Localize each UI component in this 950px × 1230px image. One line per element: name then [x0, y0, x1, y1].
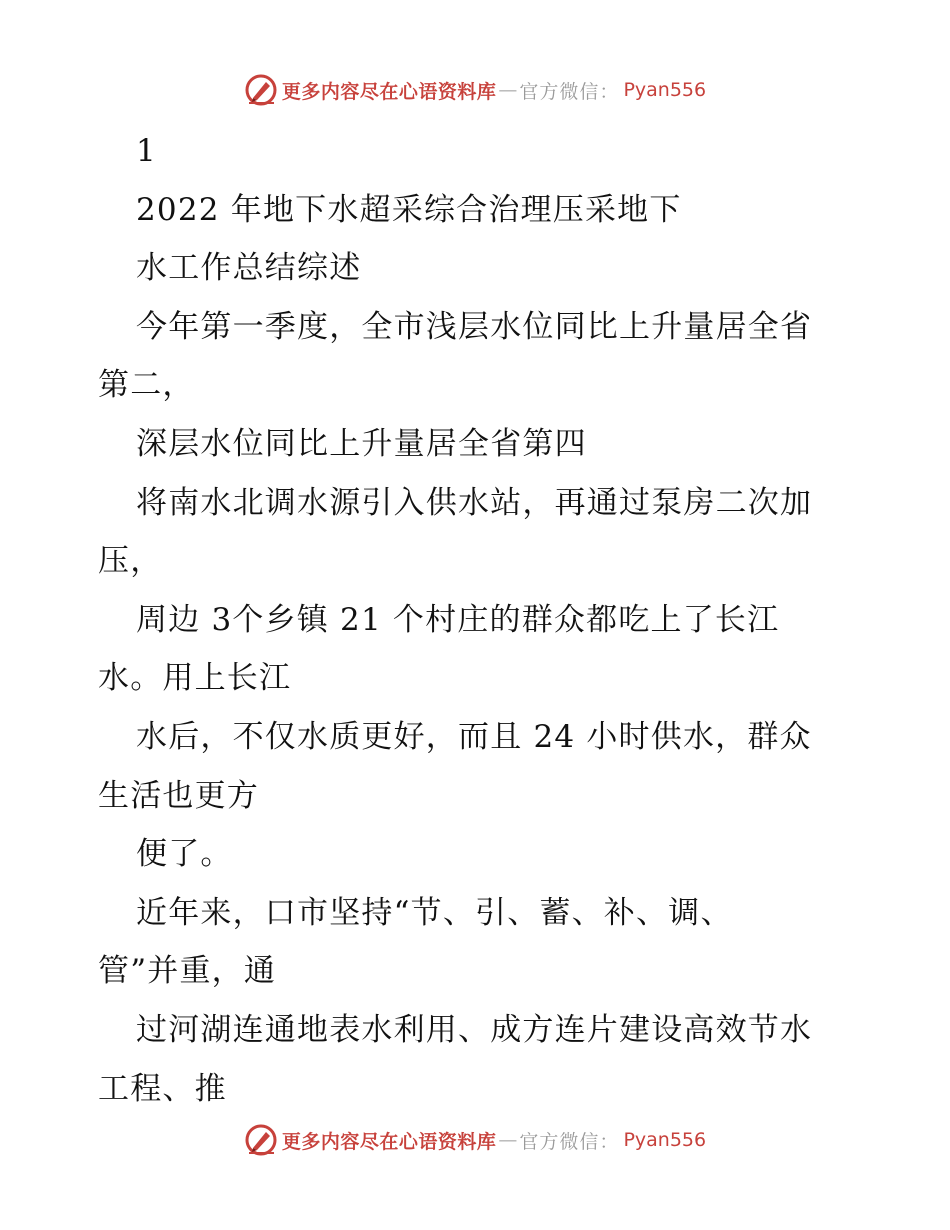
- text-line: 今年第一季度，全市浅层水位同比上升量居全省: [136, 308, 813, 345]
- text-line: 1: [136, 133, 157, 169]
- watermark-main-text: 更多内容尽在心语资料库: [281, 1130, 497, 1153]
- text-line: 过河湖连通地表水利用、成方连片建设高效节水: [136, 1011, 813, 1048]
- watermark-contact-label: 官方微信：: [519, 80, 620, 103]
- watermark-contact-id: Pyan556: [623, 79, 707, 101]
- text-line: 生活也更方: [98, 777, 259, 814]
- text-line: 近年来，口市坚持“节、引、蓄、补、调、: [136, 894, 733, 931]
- text-line: 周边 3个乡镇 21 个村庄的群众都吃上了长江: [136, 601, 780, 638]
- text-line: 将南水北调水源引入供水站，再通过泵房二次加: [136, 484, 813, 521]
- pen-logo-icon: [244, 1123, 278, 1157]
- text-line: 深层水位同比上升量居全省第四: [136, 425, 587, 462]
- watermark-main-text: 更多内容尽在心语资料库: [281, 80, 497, 103]
- watermark-contact-label: 官方微信：: [519, 1130, 620, 1153]
- pen-logo-icon: [244, 73, 278, 107]
- text-line: 工程、推: [98, 1070, 227, 1107]
- text-line: 管”并重，通: [98, 953, 277, 990]
- header-watermark: [0, 70, 950, 110]
- text-line: 便了。: [136, 836, 233, 873]
- text-line: 水后，不仅水质更好，而且 24 小时供水，群众: [136, 718, 812, 755]
- watermark-contact-id: Pyan556: [623, 1129, 707, 1151]
- footer-watermark: [0, 1120, 950, 1160]
- text-line: 水。用上长江: [98, 660, 292, 697]
- text-line: 压，: [98, 543, 163, 580]
- watermark-dash: —: [498, 79, 518, 101]
- text-line: 水工作总结综述: [136, 250, 362, 287]
- text-line: 2022 年地下水超采综合治理压采地下: [136, 191, 682, 228]
- document-body: [98, 122, 858, 1118]
- text-line: 第二，: [98, 367, 195, 404]
- watermark-dash: —: [498, 1129, 518, 1151]
